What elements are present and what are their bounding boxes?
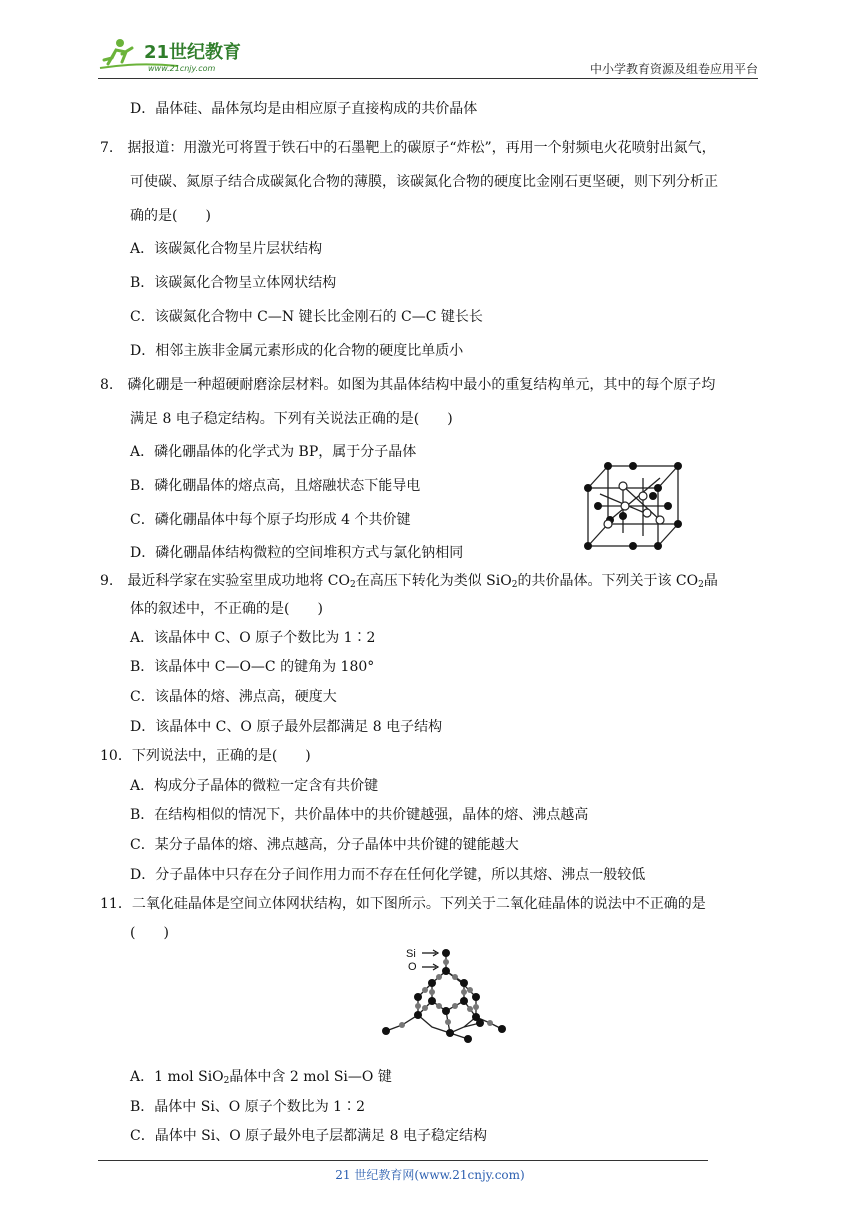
q10-option-d: D．分子晶体中只存在分子间作用力而不存在任何化学键，所以其熔、沸点一般较低 (130, 867, 646, 883)
footer-rule (98, 1160, 708, 1161)
q8-option-d: D．磷化硼晶体结构微粒的空间堆积方式与氯化钠相同 (130, 545, 464, 561)
q8-option-a: A．磷化硼晶体的化学式为 BP，属于分子晶体 (130, 444, 417, 460)
page-header (98, 30, 758, 78)
q8-option-c: C．磷化硼晶体中每个原子均形成 4 个共价键 (130, 512, 411, 528)
q7-stem-2: 可使碳、氮原子结合成碳氮化合物的薄膜，该碳氮化合物的硬度比金刚石更坚硬，则下列分析正 (130, 174, 718, 190)
site-logo (98, 34, 258, 74)
header-platform-text: 中小学教育资源及组卷应用平台 (589, 62, 758, 76)
q10-option-a: A．构成分子晶体的微粒一定含有共价键 (130, 778, 379, 794)
q10-stem: 10．下列说法中，正确的是( ) (100, 748, 311, 764)
q7-stem-3: 确的是( ) (130, 208, 211, 224)
q9-option-c: C．该晶体的熔、沸点高，硬度大 (130, 689, 337, 705)
q9-option-d: D．该晶体中 C、O 原子最外层都满足 8 电子结构 (130, 719, 443, 735)
q11-stem-1: 11．二氧化硅晶体是空间立体网状结构，如下图所示。下列关于二氧化硅晶体的说法中不正确的是 (100, 896, 706, 912)
q7-option-c: C．该碳氮化合物中 C—N 键长比金刚石的 C—C 键长长 (130, 309, 483, 325)
q11-option-b: B．晶体中 Si、O 原子个数比为 1∶2 (130, 1099, 365, 1115)
q9-option-a: A．该晶体中 C、O 原子个数比为 1∶2 (130, 630, 376, 646)
q8-option-b: B．磷化硼晶体的熔点高，且熔融状态下能导电 (130, 478, 421, 494)
q9-option-b: B．该晶体中 C—O—C 的键角为 180° (130, 659, 375, 675)
svg-text:O: O (408, 961, 417, 973)
q9-stem-2: 体的叙述中，不正确的是( ) (130, 601, 323, 617)
svg-text:Si: Si (406, 948, 416, 960)
q9-stem-1: 9. 最近科学家在实验室里成功地将 $CO_2$在高压下转化为类似 SiO$_2$的共价晶体。下列关于该 $CO_2$晶 (100, 573, 718, 590)
header-rule (98, 78, 758, 79)
q10-option-c: C．某分子晶体的熔、沸点越高，分子晶体中共价键的键能越大 (130, 837, 519, 853)
footer-site-link[interactable]: 21 世纪教育网(www.21cnjy.com) (335, 1168, 525, 1182)
q11-option-c: C．晶体中 Si、O 原子最外电子层都满足 8 电子稳定结构 (130, 1128, 487, 1144)
q8-stem-1: 8. 磷化硼是一种超硬耐磨涂层材料。如图为其晶体结构中最小的重复结构单元，其中的每个原子均 (100, 377, 716, 393)
q10-option-b: B．在结构相似的情况下，共价晶体中的共价键越强，晶体的熔、沸点越高 (130, 807, 589, 823)
bp-unit-cell-figure (580, 458, 690, 550)
q7-option-a: A．该碳氮化合物呈片层状结构 (130, 241, 323, 257)
q11-stem-2: ( ) (130, 925, 169, 941)
q7-option-d: D．相邻主族非金属元素形成的化合物的硬度比单质小 (130, 343, 464, 359)
svg-text:www.21cnjy.com: www.21cnjy.com (148, 64, 216, 73)
q6-option-d: D．晶体硅、晶体氖均是由相应原子直接构成的共价晶体 (130, 101, 478, 117)
q7-stem-1: 7. 据报道：用激光可将置于铁石中的石墨靶上的碳原子“炸松”，再用一个射频电火花喷射出氮气， (100, 140, 716, 156)
q8-stem-2: 满足 8 电子稳定结构。下列有关说法正确的是( ) (130, 411, 453, 427)
q7-option-b: B．该碳氮化合物呈立体网状结构 (130, 275, 337, 291)
q11-option-a: A．1 mol SiO$_2$晶体中含 2 mol Si—O 键 (130, 1069, 392, 1086)
sio2-structure-figure (380, 943, 515, 1043)
svg-text:21世纪教育: 21世纪教育 (144, 42, 242, 63)
